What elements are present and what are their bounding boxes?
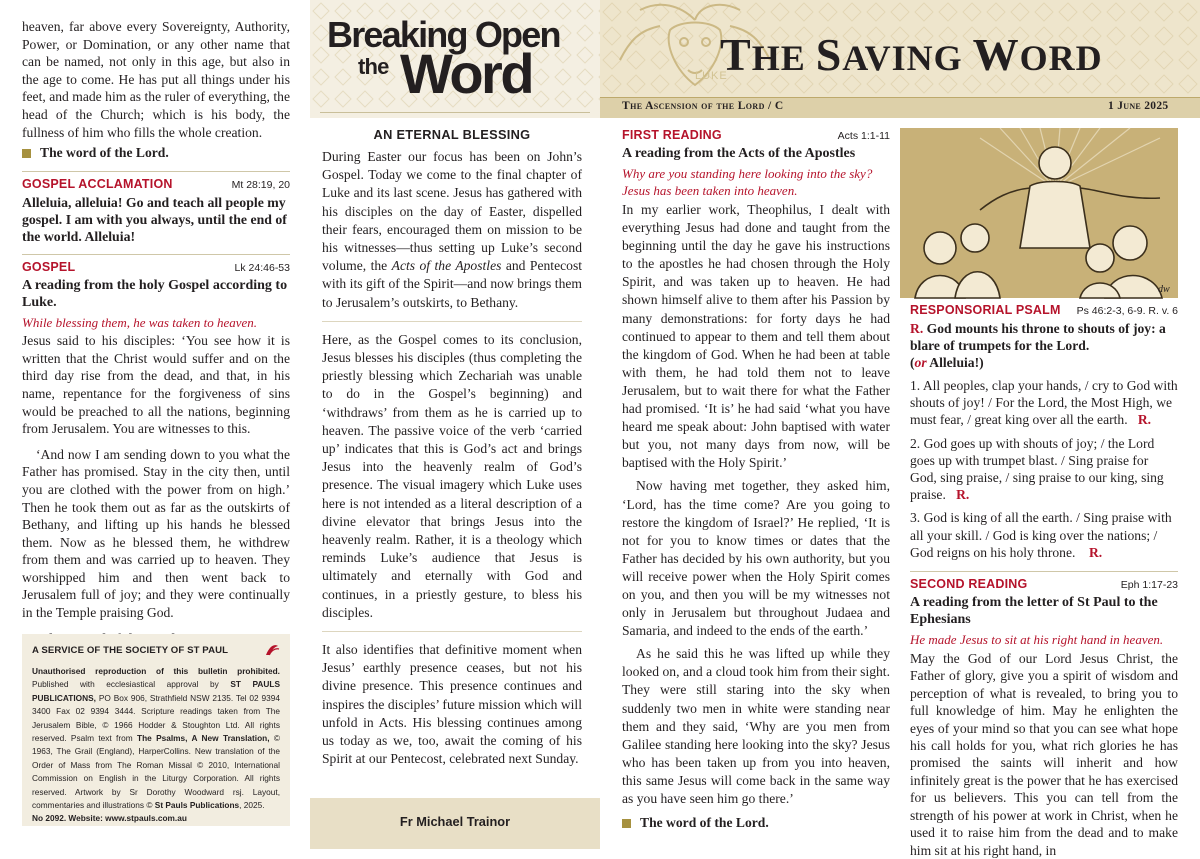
reading-heading: A reading from the letter of St Paul to the Ephesians bbox=[910, 595, 1158, 628]
reading-intro: While blessing them, he was taken to heaven. bbox=[22, 315, 258, 331]
section-title: GOSPEL bbox=[22, 260, 76, 275]
luke-watermark: LUKE bbox=[695, 70, 728, 82]
commentary-paragraph: It also identifies that definitive moment when Jesus’ earthly presence ceases, but not his divine presence. This presence continues and inspires the disciples’ future mission which will unfold in Acts. His blessing continues among us today as we, too, await the coming of his Spirit at our Pentecost, celebrated next Sunday. bbox=[322, 631, 582, 768]
artist-signature: dw bbox=[1158, 284, 1170, 295]
commentary-body bbox=[322, 148, 582, 769]
notice-text: Unauthorised reproduction of this bulletin prohibited. Published with ecclesiastical approval by ST PAULS PUBLICATIONS, PO Box 906, Strathfield NSW 2135. Tel 02 9394 3400 Fax 02 9394 3444. Scripture readings taken from The Jerusalem Bible, © 1966 Hodder & Stoughton Ltd. All rights reserved. Psalm text from The Psalms, A New Translation, © 1963, The Grail (England), HarperCollins. New translation of the Order of Mass from The Roman Missal © 2010, International Commission on English in the Liturgy Corporation. All rights reserved. Artwork by Sr Dorothy Woodward rsj. Layout, commentaries and illustrations © St Pauls Publications, 2025. No 2092. Website: www.stpauls.com.au bbox=[32, 666, 281, 824]
section-header bbox=[910, 571, 1178, 591]
notice-header bbox=[32, 643, 280, 657]
second-reading-continuation: heaven, far above every Sovereignty, Authority, Power, or Domination, or any other name that can be named, not only in this age, but also in the age to come. He has put all things under his feet, and made him as the ruler of everything, the head of the Church; which is his body, the fullness of him who fills the whole creation. bbox=[22, 19, 290, 140]
section-title: GOSPEL ACCLAMATION bbox=[22, 177, 173, 192]
reading-heading: A reading from the Acts of the Apostles bbox=[622, 146, 856, 161]
gospel-section bbox=[22, 254, 290, 648]
section-reference: Eph 1:17-23 bbox=[1120, 579, 1178, 592]
section-reference: Lk 24:46-53 bbox=[234, 262, 290, 275]
word-of-lord-text: The word of the Lord. bbox=[640, 815, 769, 831]
reading-paragraph: In my earlier work, Theophilus, I dealt with everything Jesus had done and taught from the beginning until the day he gave his instructions to the apostles he had chosen through the Holy Spirit, and was taken up to heaven. He had shown himself alive to them after his Passion by many demonstrations: for forty days he had continued to appear to them and tell them about the kingdom of God. When he had been at table with them, he had told them not to leave Jerusalem, but to wait there for what the Father had promised. ‘It is’ he had said ‘what you have heard me speak about: John baptised with water but you, not many days from now, will be baptised with the Holy Spirit.’ bbox=[622, 202, 890, 471]
commentary-paragraph: During Easter our focus has been on John’s Gospel. Today we come to the final chapter of Luke and its last scene. Jesus has gathered with his disciples on the day of Easter, dispelled their fears, encouraged them on mission to be his witnesses—thus setting up Luke’s second volume, the Acts of the Apostles and Pentecost with its gift of the Spirit—and now brings them to Jerusalem’s outskirts, to Bethany. bbox=[322, 149, 583, 310]
liturgical-occasion: The Ascension of the Lord / C bbox=[622, 100, 784, 112]
ascension-illustration bbox=[900, 128, 1178, 298]
commentary-heading: AN ETERNAL BLESSING bbox=[373, 127, 531, 142]
word-of-lord-line bbox=[22, 144, 290, 162]
section-reference: Acts 1:1-11 bbox=[837, 130, 890, 142]
first-reading-body bbox=[622, 201, 890, 808]
column-1 bbox=[22, 18, 290, 648]
word-of-lord-line bbox=[622, 814, 890, 832]
column-4 bbox=[910, 303, 1178, 859]
section-header bbox=[622, 128, 890, 142]
section-header bbox=[22, 254, 290, 274]
gospel-acclamation-section bbox=[22, 171, 290, 245]
second-reading-body: May the God of our Lord Jesus Christ, the Father of glory, give you a spirit of wisdom and perception of what is revealed, to bring you to full knowledge of him. May he enlighten the eyes of your mind so that you can see what hope his call holds for you, what rich glories he has promised the saints will inherit and how infinitely great is the power that he has exercised for us believers. This you can tell from the strength of his power at work in Christ, when he used it to raise him from the dead and to make him sit at his right hand, in bbox=[910, 651, 1178, 858]
author-name: Fr Michael Trainor bbox=[399, 814, 511, 829]
psalm-verse: 3. God is king of all the earth. / Sing praise with all your skill. / God is king over the nations; / God reigns on his holy throne. R. bbox=[910, 510, 1172, 560]
word-of-lord-text: The word of the Lord. bbox=[40, 145, 169, 161]
reading-paragraph: As he said this he was lifted up while they looked on, and a cloud took him from their sight. They were still staring into the sky when suddenly two men in white were standing near them and they said, ‘Why are you men from Galilee standing here looking into the sky? Jesus who has been taken up from you into heaven, this same Jesus will come back in the same way as you have seen him go there.’ bbox=[622, 646, 890, 806]
section-title: SECOND READING bbox=[910, 577, 1028, 592]
bullet-square-icon bbox=[22, 149, 31, 158]
commentary-paragraph: Here, as the Gospel comes to its conclusion, Jesus blesses his disciples (thus completing the priestly blessing which Zechariah was unable to do in the Gospel’s beginning) and ‘withdraws’ from them as he is carried up to heaven. The passive voice of the verb ‘carried up’ indicates that this is God’s act and brings Jesus into the heavenly realm of God’s presence. The visual imagery which Luke uses here is not intended as a literal description of a divine elevator that brings Jesus into the heavenly realm. Rather, it is a theology which reminds Luke’s audience that Jesus is ultimately and eternally with God and continues, in a priestly gesture, to bless his disciples. bbox=[322, 321, 582, 622]
bulletin-title: THE SAVING WORD bbox=[720, 29, 1103, 80]
section-title: RESPONSORIAL PSALM bbox=[910, 303, 1061, 317]
second-reading-section bbox=[910, 571, 1178, 859]
bulletin-date: 1 June 2025 bbox=[1108, 100, 1169, 112]
psalm-verse: 2. God goes up with shouts of joy; / the Lord goes up with trumpet blast. / Sing praise for God, sing praise, / sing praise to our king, sing praise. R. bbox=[910, 435, 1164, 503]
publisher-notice bbox=[22, 634, 290, 826]
section-reference: Mt 28:19, 20 bbox=[231, 179, 290, 192]
bullet-square-icon bbox=[622, 819, 631, 828]
masthead-the: the bbox=[358, 54, 389, 79]
acclamation-text: Alleluia, alleluia! Go and teach all people my gospel. I am with you always, until the end of the world. Alleluia! bbox=[22, 195, 287, 245]
st-pauls-logo-icon bbox=[264, 643, 280, 657]
section-reference: Ps 46:2-3, 6-9. R. v. 6 bbox=[1076, 305, 1178, 317]
gospel-body bbox=[22, 332, 290, 622]
gospel-paragraph: Jesus said to his disciples: ‘You see how it is written that the Christ would suffer and on the third day rise from the dead, and that, in his name, repentance for the forgiveness of sins would be preached to all the nations, beginning from Jerusalem. You are witnesses to this. bbox=[22, 333, 290, 437]
psalm-verse: 1. All peoples, clap your hands, / cry to God with shouts of joy! / For the Lord, the Most High, we must fear, / great king over all the earth. R. bbox=[910, 378, 1178, 428]
column-2 bbox=[322, 127, 582, 769]
column-3 bbox=[622, 128, 890, 832]
masthead-rule bbox=[320, 112, 590, 113]
reading-intro: He made Jesus to sit at his right hand in heaven. bbox=[910, 632, 1164, 648]
reading-intro: Why are you standing here looking into the sky? Jesus has been taken into heaven. bbox=[622, 166, 873, 198]
section-title: FIRST READING bbox=[622, 128, 722, 142]
section-header bbox=[22, 171, 290, 191]
psalm-response: R. God mounts his throne to shouts of joy: a blare of trumpets for the Lord. (or Alleluia!) bbox=[910, 321, 1166, 370]
reading-heading: A reading from the holy Gospel according to Luke. bbox=[22, 278, 288, 311]
notice-title: A SERVICE OF THE SOCIETY OF ST PAUL bbox=[32, 644, 229, 656]
masthead-word: Word bbox=[400, 42, 533, 105]
gospel-paragraph: ‘And now I am sending down to you what the Father has promised. Stay in the city then, until you are clothed with the power from on high.’ Then he took them out as far as the outskirts of Bethany, and lifting up his hands he blessed them. Now as he blessed them, he withdrew from them and was carried up to heaven. They worshipped him and then went back to Jerusalem full of joy; and they were continually in the Temple praising God. bbox=[22, 446, 290, 621]
masthead-line-1: Breaking Open bbox=[327, 14, 560, 55]
section-header bbox=[910, 303, 1178, 317]
reading-paragraph: Now having met together, they asked him, ‘Lord, has the time come? Are you going to restore the kingdom of Israel?’ He replied, ‘It is not for you to know times or dates that the Father has decided by his own authority, but you will receive power when the Holy Spirit comes on you, and then you will be my witnesses not only in Jerusalem but throughout Judaea and Samaria, and indeed to the ends of the earth.’ bbox=[622, 478, 890, 639]
